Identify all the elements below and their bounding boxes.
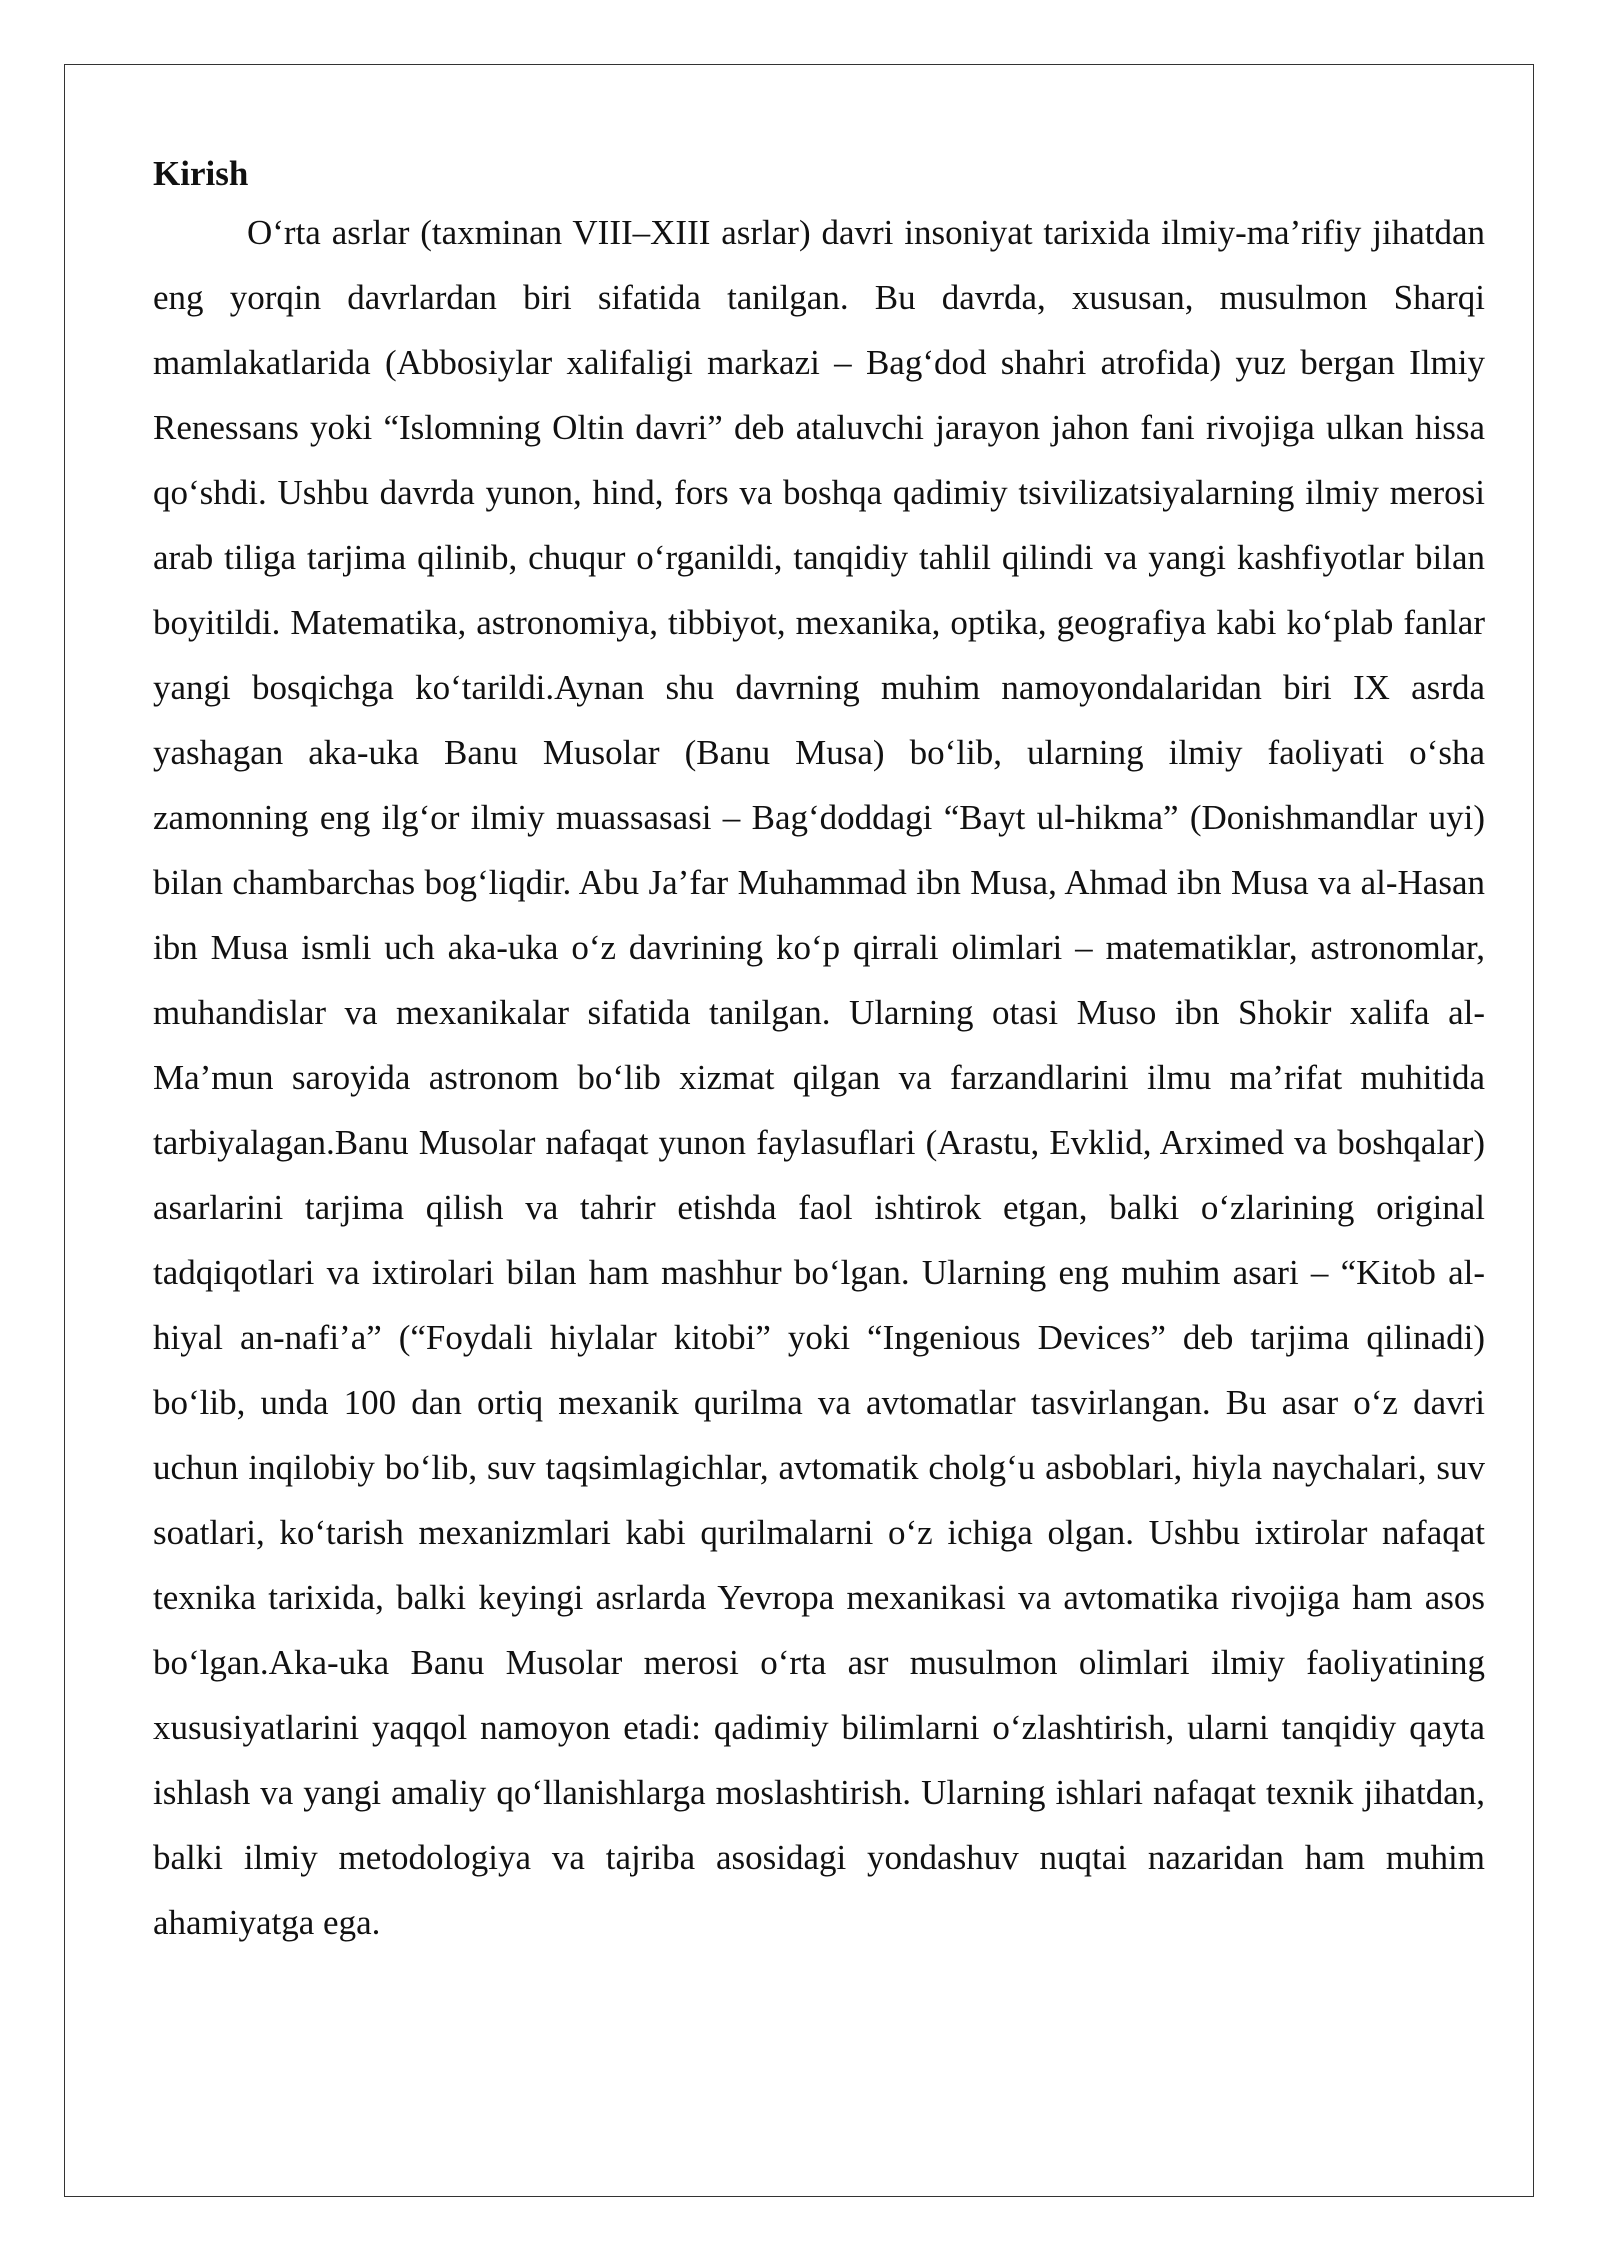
body-paragraph: O‘rta asrlar (taxminan VIII–XIII asrlar) davri insoniyat tarixida ilmiy-ma’rifiy jihatdan eng yorqin davrlardan biri sifatida tanilgan. Bu davrda, xususan, musulmon Sharqi mamlakatlarida (Abbosiylar xalifaligi markazi – Bag‘dod shahri atrofida) yuz bergan Ilmiy Renessans yoki “Islomning Oltin davri” deb ataluvchi jarayon jahon fani rivojiga ulkan hissa qo‘shdi. Ushbu davrda yunon, hind, fors va boshqa qadimiy tsivilizatsiyalarning ilmiy merosi arab tiliga tarjima qilinib, chuqur o‘rganildi, tanqidiy tahlil qilindi va yangi kashfiyotlar bilan boyitildi. Matematika, astronomiya, tibbiyot, mexanika, optika, geografiya kabi ko‘plab fanlar yangi bosqichga ko‘tarildi.Aynan shu davrning muhim namoyondalaridan biri IX asrda yashagan aka-uka Banu Musolar (Banu Musa) bo‘lib, ularning ilmiy faoliyati o‘sha zamonning eng ilg‘or ilmiy muassasasi – Bag‘doddagi “Bayt ul-hikma” (Donishmandlar uyi) bilan chambarchas bog‘liqdir. Abu Ja’far Muhammad ibn Musa, Ahmad ibn Musa va al-Hasan ibn Musa ismli uch aka-uka o‘z davrining ko‘p qirrali olimlari – matematiklar, astronomlar, muhandislar va mexanikalar sifatida tanilgan. Ularning otasi Muso ibn Shokir xalifa al-Ma’mun saroyida astronom bo‘lib xizmat qilgan va farzandlarini ilmu ma’rifat muhitida tarbiyalagan.Banu Musolar nafaqat yunon faylasuflari (Arastu, Evklid, Arximed va boshqalar) asarlarini tarjima qilish va tahrir etishda faol ishtirok etgan, balki o‘zlarining original tadqiqotlari va ixtirolari bilan ham mashhur bo‘lgan. Ularning eng muhim asari – “Kitob al-hiyal an-nafi’a” (“Foydali hiylalar kitobi” yoki “Ingenious Devices” deb tarjima qilinadi) bo‘lib, unda 100 dan ortiq mexanik qurilma va avtomatlar tasvirlangan. Bu asar o‘z davri uchun inqilobiy bo‘lib, suv taqsimlagichlar, avtomatik cholg‘u asboblari, hiyla naychalari, suv soatlari, ko‘tarish mexanizmlari kabi qurilmalarni o‘z ichiga olgan. Ushbu ixtirolar nafaqat texnika tarixida, balki keyingi asrlarda Yevropa mexanikasi va avtomatika rivojiga ham asos bo‘lgan.Aka-uka Banu Musolar merosi o‘rta asr musulmon olimlari ilmiy faoliyatining xususiyatlarini yaqqol namoyon etadi: qadimiy bilimlarni o‘zlashtirish, ularni tanqidiy qayta ishlash va yangi amaliy qo‘llanishlarga moslashtirish. Ularning ishlari nafaqat texnik jihatdan, balki ilmiy metodologiya va tajriba asosidagi yondashuv nuqtai nazaridan ham muhim ahamiyatga ega. xyxy=(153,213,1485,1942)
section-heading: Kirish xyxy=(153,154,249,193)
document-body xyxy=(153,148,1485,1955)
